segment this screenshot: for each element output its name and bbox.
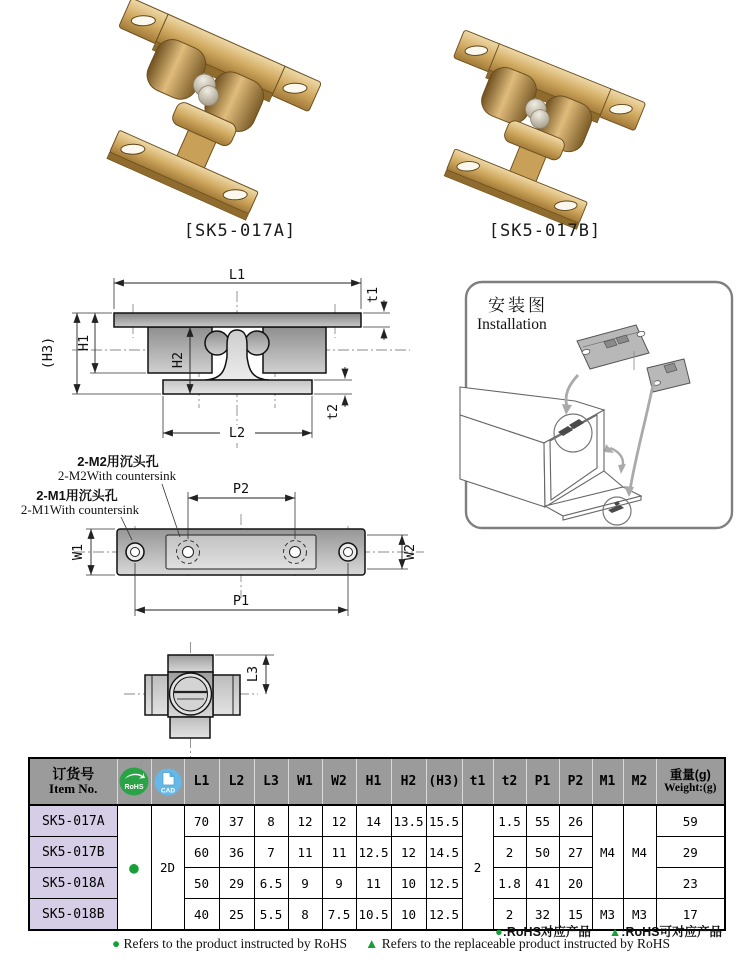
footnote-cn-dot-text: :RoHS对应产品 <box>502 925 591 939</box>
plan-view-drawing <box>4 436 444 636</box>
countersink-notes <box>21 454 180 540</box>
header-cad <box>151 758 184 805</box>
dim-label-h2: H2 <box>170 351 186 369</box>
item-cell: SK5-018B <box>29 899 117 931</box>
header-col-h1: H1 <box>356 758 391 805</box>
footnote-en-tri-text: Refers to the replaceable product instructed by RoHS <box>381 936 671 951</box>
header-col-t1: t1 <box>462 758 493 805</box>
spec-cell: 20 <box>559 868 592 899</box>
spec-cell: 29 <box>219 868 254 899</box>
spec-cell: 7.5 <box>322 899 356 931</box>
dim-label-t1: t1 <box>365 286 381 304</box>
item-cell: SK5-017B <box>29 837 117 868</box>
spec-cell: 25 <box>219 899 254 931</box>
product-photo-sk5-017a <box>99 0 322 220</box>
footnote-cn-tri-text: :RoHS可对应产品 <box>621 925 722 939</box>
installation-title-cn: 安装图 <box>488 296 548 315</box>
dim-label-h3: (H3) <box>40 336 56 370</box>
table-header-row <box>29 758 725 805</box>
strike-end-view <box>145 655 240 738</box>
caption-sk5-017b: [SK5-017B] <box>488 221 602 241</box>
footnote-en <box>112 936 670 952</box>
spec-cell: 9 <box>322 868 356 899</box>
note-m2-en: 2-M2With countersink <box>57 468 177 483</box>
header-col-w1: W1 <box>288 758 322 805</box>
spec-cell: 1.8 <box>493 868 526 899</box>
spec-cell: 70 <box>184 805 219 837</box>
spec-table <box>28 757 726 931</box>
header-weight-cn: 重量(g) <box>669 768 711 782</box>
dim-label-l3: L3 <box>245 665 261 683</box>
header-col-m2: M2 <box>623 758 656 805</box>
footnote-en-dot-text: Refers to the product instructed by RoHS <box>123 936 347 951</box>
rohs-dot-legend: ● <box>495 925 503 939</box>
side-view-drawing <box>28 266 448 452</box>
dim-label-w2: W2 <box>402 543 418 561</box>
spec-cell: 10.5 <box>356 899 391 931</box>
spec-cell: 11 <box>356 868 391 899</box>
header-item-en: Item No. <box>49 781 98 796</box>
spec-cell: 10 <box>391 899 426 931</box>
strike-plate-plan <box>117 529 365 575</box>
weight-cell: 23 <box>656 868 725 899</box>
header-col-p2: P2 <box>559 758 592 805</box>
end-view-drawing <box>106 636 296 768</box>
product-photo-sk5-017b <box>436 30 645 230</box>
rohs-dot: ● <box>129 858 139 877</box>
spec-cell: 11 <box>322 837 356 868</box>
spec-cell: 14.5 <box>426 837 462 868</box>
spec-cell: 27 <box>559 837 592 868</box>
note-m1-cn: 2-M1用沉头孔 <box>36 488 118 503</box>
spec-cell: 2 <box>493 899 526 931</box>
dim-label-w1: W1 <box>70 543 86 561</box>
m1-cell: M3 <box>592 899 623 931</box>
spec-cell: 12 <box>391 837 426 868</box>
header-weight-en: Weight:(g) <box>664 782 717 794</box>
header-rohs <box>117 758 151 805</box>
header-col-l1: L1 <box>184 758 219 805</box>
m2-cell: M3 <box>623 899 656 931</box>
spec-cell: 7 <box>254 837 288 868</box>
spec-cell: 50 <box>184 868 219 899</box>
spec-cell: 12.5 <box>426 899 462 931</box>
spec-cell: 26 <box>559 805 592 837</box>
spec-cell: 1.5 <box>493 805 526 837</box>
m1-cell: M4 <box>592 805 623 899</box>
rohs-status-cell <box>117 805 151 930</box>
spec-cell: 15 <box>559 899 592 931</box>
spec-cell: 11 <box>288 837 322 868</box>
caption-sk5-017a: [SK5-017A] <box>183 221 297 241</box>
table-row <box>29 805 725 837</box>
item-cell: SK5-018A <box>29 868 117 899</box>
spec-cell: 12 <box>322 805 356 837</box>
spec-cell: 55 <box>526 805 559 837</box>
spec-cell: 8 <box>254 805 288 837</box>
dim-label-h1: H1 <box>76 334 92 352</box>
svg-text:CAD: CAD <box>160 787 175 794</box>
note-m2-cn: 2-M2用沉头孔 <box>77 454 159 469</box>
spec-cell: 37 <box>219 805 254 837</box>
item-cell: SK5-017A <box>29 805 117 837</box>
svg-text:RoHS: RoHS <box>124 784 144 791</box>
dim-label-p2: P2 <box>232 481 250 497</box>
spec-cell: 6.5 <box>254 868 288 899</box>
header-col-h3: (H3) <box>426 758 462 805</box>
header-col-h2: H2 <box>391 758 426 805</box>
weight-cell: 59 <box>656 805 725 837</box>
m2-cell: M4 <box>623 805 656 899</box>
header-item-cn: 订货号 <box>52 766 95 782</box>
spec-cell: 40 <box>184 899 219 931</box>
installation-title-en: Installation <box>477 316 547 333</box>
rohs-triangle-legend-en: ▲ <box>365 936 379 951</box>
header-col-w2: W2 <box>322 758 356 805</box>
t1-cell: 2 <box>462 805 493 930</box>
weight-cell: 29 <box>656 837 725 868</box>
header-col-m1: M1 <box>592 758 623 805</box>
spec-cell: 32 <box>526 899 559 931</box>
rohs-triangle-legend: ▲ <box>608 925 622 939</box>
spec-cell: 9 <box>288 868 322 899</box>
spec-cell: 12.5 <box>426 868 462 899</box>
spec-cell: 13.5 <box>391 805 426 837</box>
spec-cell: 10 <box>391 868 426 899</box>
header-col-p1: P1 <box>526 758 559 805</box>
spec-cell: 8 <box>288 899 322 931</box>
dim-label-t2: t2 <box>325 403 341 421</box>
dim-label-l1: L1 <box>228 267 246 283</box>
note-m1-en: 2-M1With countersink <box>20 502 140 517</box>
rohs-dot-legend-en: ● <box>112 936 121 951</box>
rohs-icon <box>119 767 149 796</box>
spec-cell: 12.5 <box>356 837 391 868</box>
catch-body-section <box>114 313 361 394</box>
spec-cell: 60 <box>184 837 219 868</box>
header-weight <box>656 758 725 805</box>
spec-cell: 14 <box>356 805 391 837</box>
product-photos <box>0 0 750 220</box>
installation-diagram <box>458 272 742 536</box>
dim-label-l2: L2 <box>228 425 246 441</box>
spec-cell: 12 <box>288 805 322 837</box>
spec-cell: 5.5 <box>254 899 288 931</box>
spec-cell: 36 <box>219 837 254 868</box>
cad-type-cell: 2D <box>151 805 184 930</box>
cad-icon <box>154 768 182 796</box>
weight-cell: 17 <box>656 899 725 931</box>
spec-cell: 50 <box>526 837 559 868</box>
header-col-l3: L3 <box>254 758 288 805</box>
spec-cell: 2 <box>493 837 526 868</box>
header-col-l2: L2 <box>219 758 254 805</box>
spec-cell: 15.5 <box>426 805 462 837</box>
header-item <box>29 758 117 805</box>
spec-cell: 41 <box>526 868 559 899</box>
header-col-t2: t2 <box>493 758 526 805</box>
dim-label-p1: P1 <box>232 593 250 609</box>
